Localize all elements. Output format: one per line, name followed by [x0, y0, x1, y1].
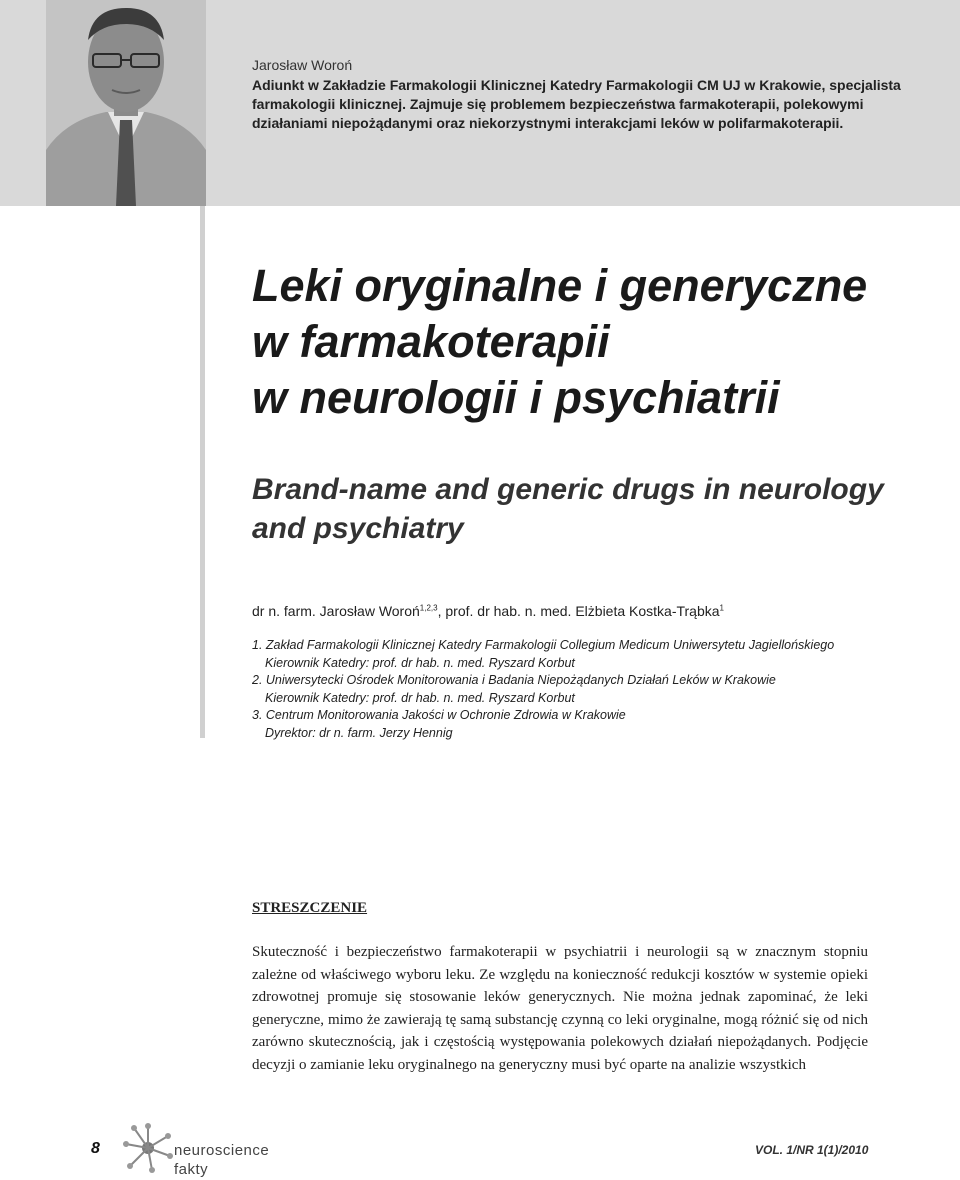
affiliation-line: 2. Uniwersytecki Ośrodek Monitorowania i Badania Niepożądanych Działań Leków w Krakowie	[252, 673, 776, 687]
article-subtitle	[252, 470, 932, 548]
page-number: 8	[91, 1140, 100, 1157]
author-1-affiliations: 1,2,3	[419, 603, 438, 613]
author-separator: ,	[437, 603, 446, 619]
title-line: Leki oryginalne i generyczne	[252, 260, 868, 311]
affiliation-head: Kierownik Katedry: prof. dr hab. n. med. Ryszard Korbut	[265, 655, 575, 670]
title-line: w farmakoterapii	[252, 316, 610, 367]
neuron-icon	[122, 1122, 174, 1174]
affiliation-line: 1. Zakład Farmakologii Klinicznej Katedry Farmakologii Collegium Medicum Uniwersytetu Jagiellońskiego	[252, 638, 835, 652]
author-2: prof. dr hab. n. med. Elżbieta Kostka-Trąbka	[445, 603, 720, 619]
affiliation-head: Kierownik Katedry: prof. dr hab. n. med. Ryszard Korbut	[265, 690, 575, 705]
logo-wordmark: neuroscience	[174, 1142, 270, 1159]
author-name: Jarosław Woroń	[252, 57, 353, 73]
logo-wordmark-sub: fakty	[174, 1161, 209, 1178]
abstract-heading: STRESZCZENIE	[252, 900, 368, 916]
subtitle-line: and psychiatry	[252, 512, 464, 545]
abstract-text: Skuteczność i bezpieczeństwo farmakoterapii w psychiatrii i neurologii są w znacznym stopniu zależne od właściwego wyboru leku. Ze względu na konieczność redukcji kosztów w systemie opieki zdrowotnej promuje się stosowanie leków generycznych. Nie można jednak zapominać, że leki generyczne, mimo że zawierają tę samą substancję czynną co leki oryginalne, mogą różnić się od nich zarówno skutecznością, jak i częstością występowania polekowych działań niepożądanych. Podjęcie decyzji o zamianie leku oryginalnego na generyczny musi być oparte na analizie wszystkich	[252, 944, 868, 1073]
author-2-affiliations: 1	[719, 603, 724, 613]
author-photo	[46, 0, 206, 206]
authors-line	[252, 603, 724, 619]
author-portrait-icon	[46, 0, 206, 206]
journal-issue: VOL. 1/NR 1(1)/2010	[755, 1143, 869, 1157]
author-bio: Adiunkt w Zakładzie Farmakologii Klinicznej Katedry Farmakologii CM UJ w Krakowie, specjalista farmakologii klinicznej. Zajmuje się problemem bezpieczeństwa farmakoterapii, polekowymi działaniami niepożądanymi oraz niekorzystnymi interakcjami leków w polifarmakoterapii.	[252, 77, 901, 131]
affiliation-head: Dyrektor: dr n. farm. Jerzy Hennig	[265, 725, 453, 740]
vertical-accent-line	[200, 206, 205, 738]
article-title	[252, 258, 932, 426]
affiliations	[252, 637, 932, 742]
affiliation-line: 3. Centrum Monitorowania Jakości w Ochronie Zdrowia w Krakowie	[252, 708, 626, 722]
title-line: w neurologii i psychiatrii	[252, 372, 780, 423]
author-1: dr n. farm. Jarosław Woroń	[252, 603, 420, 619]
subtitle-line: Brand-name and generic drugs in neurology	[252, 473, 884, 506]
